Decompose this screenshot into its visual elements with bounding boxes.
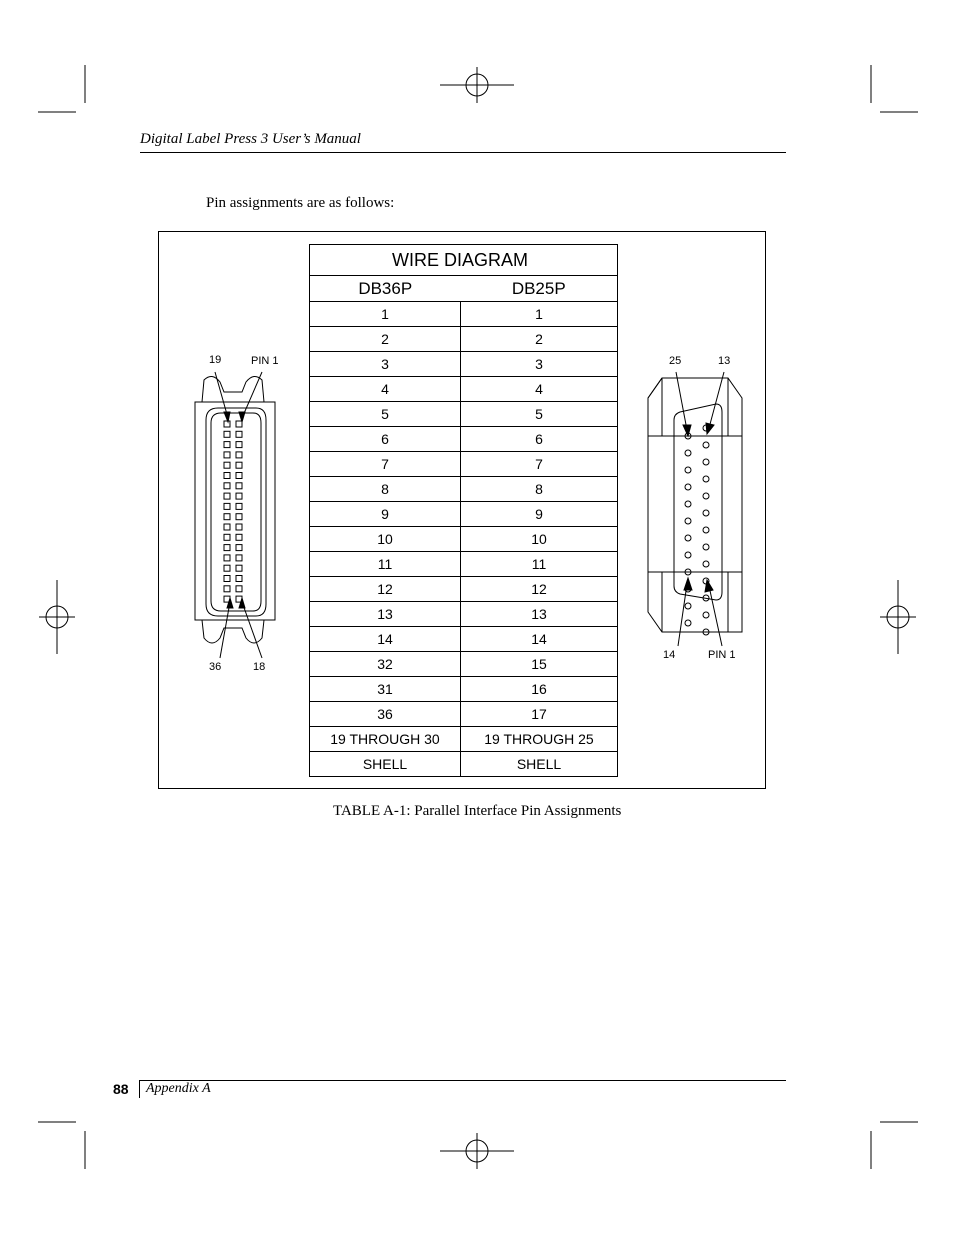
db36-pin [236, 545, 242, 551]
db36p-pin-cell: 1 [310, 302, 461, 327]
footer-separator [139, 1080, 140, 1098]
table-row [310, 602, 618, 627]
db25-pin [703, 527, 709, 533]
db36p-pin-cell: 36 [310, 702, 461, 727]
db36p-pin-cell: 14 [310, 627, 461, 652]
db36p-pin-cell: 13 [310, 602, 461, 627]
table-row [310, 727, 618, 752]
db25p-pin-cell: 7 [461, 452, 618, 477]
db25-pin [703, 442, 709, 448]
db25p-pin-cell: 9 [461, 502, 618, 527]
db25-pin [703, 476, 709, 482]
db25-pin [685, 535, 691, 541]
footer-section: Appendix A [146, 1081, 211, 1096]
registration-target-top [440, 67, 514, 103]
table-row [310, 502, 618, 527]
db25p-pin-cell: 3 [461, 352, 618, 377]
db36-pin [236, 576, 242, 582]
db25p-pin-cell: SHELL [516, 756, 562, 772]
db36-pin [236, 503, 242, 509]
db36-pin [224, 524, 230, 530]
db25p-pin-cell: 19 THROUGH 25 [461, 727, 618, 752]
db25-pin [703, 544, 709, 550]
db36-pin [224, 545, 230, 551]
db36-pin [236, 493, 242, 499]
db36-pin [236, 534, 242, 540]
table-caption: TABLE A-1: Parallel Interface Pin Assignments [333, 803, 622, 819]
db25p-pin-cell: 17 [461, 702, 618, 727]
db36-pin [224, 442, 230, 448]
db36-pin [236, 565, 242, 571]
db36-pin [236, 442, 242, 448]
col-header-db36p: DB36P [310, 276, 461, 302]
db25-label-pin13: 13 [718, 355, 731, 367]
db36-pin [224, 473, 230, 479]
db25-pin [685, 518, 691, 524]
intro-text: Pin assignments are as follows: [206, 195, 395, 211]
table-row [310, 752, 618, 777]
db36-pin [236, 462, 242, 468]
db36-pin [236, 431, 242, 437]
db36p-pin-cell: 7 [310, 452, 461, 477]
db25-label-pin14: 14 [663, 649, 676, 661]
db36-pin [224, 565, 230, 571]
table-row [310, 527, 618, 552]
table-row [310, 702, 618, 727]
db25p-pin-cell: 15 [461, 652, 618, 677]
table-row [310, 627, 618, 652]
db25-connector-drawing [640, 350, 750, 650]
db25-label-pin1: PIN 1 [708, 649, 736, 661]
table-row [310, 652, 618, 677]
db36p-pin-cell: 11 [310, 552, 461, 577]
db36p-pin-cell: SHELL [310, 752, 461, 777]
db36p-pin-cell: 6 [310, 427, 461, 452]
db25-pin [685, 620, 691, 626]
db36-pin-grid [224, 421, 242, 602]
db25p-pin-cell: 2 [461, 327, 618, 352]
table-row [310, 377, 618, 402]
table-row [310, 452, 618, 477]
registration-target-left [39, 580, 75, 654]
db25p-pin-cell: 10 [461, 527, 618, 552]
table-row [310, 327, 618, 352]
db25-pin [685, 552, 691, 558]
db36p-pin-cell: 5 [310, 402, 461, 427]
col-header-db25p: DB25P [461, 276, 618, 302]
table-row [310, 577, 618, 602]
db36-pin [224, 576, 230, 582]
db25-pin [685, 484, 691, 490]
db36-pin [224, 462, 230, 468]
db36p-pin-cell: 19 THROUGH 30 [310, 727, 461, 752]
db36p-pin-cell: 4 [310, 377, 461, 402]
db36-label-pin19: 19 [209, 354, 222, 366]
db36p-pin-cell: 8 [310, 477, 461, 502]
db36-pin [236, 421, 242, 427]
db25p-pin-cell: 4 [461, 377, 618, 402]
db36-pin [224, 431, 230, 437]
db25-pin-grid [685, 425, 709, 635]
header-rule [140, 152, 786, 153]
db25p-pin-cell: 11 [461, 552, 618, 577]
db36-pin [236, 524, 242, 530]
db36-pin [236, 555, 242, 561]
db36-pin [224, 421, 230, 427]
db36-label-pin1: PIN 1 [251, 355, 279, 367]
registration-target-right [880, 580, 916, 654]
db36-pin [224, 514, 230, 520]
table-row [310, 352, 618, 377]
db36-pin [224, 555, 230, 561]
db25-pin [685, 501, 691, 507]
db25p-pin-cell: 1 [461, 302, 618, 327]
db25-pin [685, 603, 691, 609]
db36-pin [224, 452, 230, 458]
db25-pin [685, 467, 691, 473]
db36-pin [224, 483, 230, 489]
db36p-pin-cell: 10 [310, 527, 461, 552]
db25p-pin-cell: 5 [461, 402, 618, 427]
db25-pin [703, 493, 709, 499]
db25-pin [703, 561, 709, 567]
db36-pin [224, 534, 230, 540]
db36-pin [236, 514, 242, 520]
db36p-pin-cell: 3 [310, 352, 461, 377]
db25p-pin-cell: 14 [461, 627, 618, 652]
db36-label-pin36: 36 [209, 661, 222, 673]
table-row [310, 402, 618, 427]
db36-pin [224, 493, 230, 499]
table-row [310, 677, 618, 702]
db36p-pin-cell: 32 [310, 652, 461, 677]
db25-pin [685, 450, 691, 456]
db36-pin [224, 586, 230, 592]
db36-label-pin18: 18 [253, 661, 266, 673]
db25p-pin-cell: 16 [461, 677, 618, 702]
db25p-pin-cell: 13 [461, 602, 618, 627]
db25-pin [703, 459, 709, 465]
db36-pin [236, 483, 242, 489]
table-row [310, 427, 618, 452]
db25-pin [703, 612, 709, 618]
db36-pin [224, 503, 230, 509]
wire-diagram-table [309, 244, 618, 777]
db25p-pin-cell: 8 [461, 477, 618, 502]
table-row [310, 552, 618, 577]
running-head: Digital Label Press 3 User’s Manual [140, 131, 361, 147]
table-row [310, 302, 618, 327]
db36-pin [236, 473, 242, 479]
db36p-pin-cell: 12 [310, 577, 461, 602]
db25-label-pin25: 25 [669, 355, 682, 367]
db36-pin [236, 586, 242, 592]
registration-target-bottom [440, 1133, 514, 1169]
db36p-pin-cell: 2 [310, 327, 461, 352]
db25p-pin-cell: 6 [461, 427, 618, 452]
footer-rule [140, 1080, 786, 1081]
table-title: WIRE DIAGRAM [310, 245, 618, 276]
db36p-pin-cell: 31 [310, 677, 461, 702]
table-row [310, 477, 618, 502]
db25p-pin-cell: 12 [461, 577, 618, 602]
page-number: 88 [113, 1081, 129, 1097]
db36-connector-drawing [190, 350, 290, 680]
db36-pin [236, 452, 242, 458]
db25-pin [703, 510, 709, 516]
db36p-pin-cell: 9 [310, 502, 461, 527]
